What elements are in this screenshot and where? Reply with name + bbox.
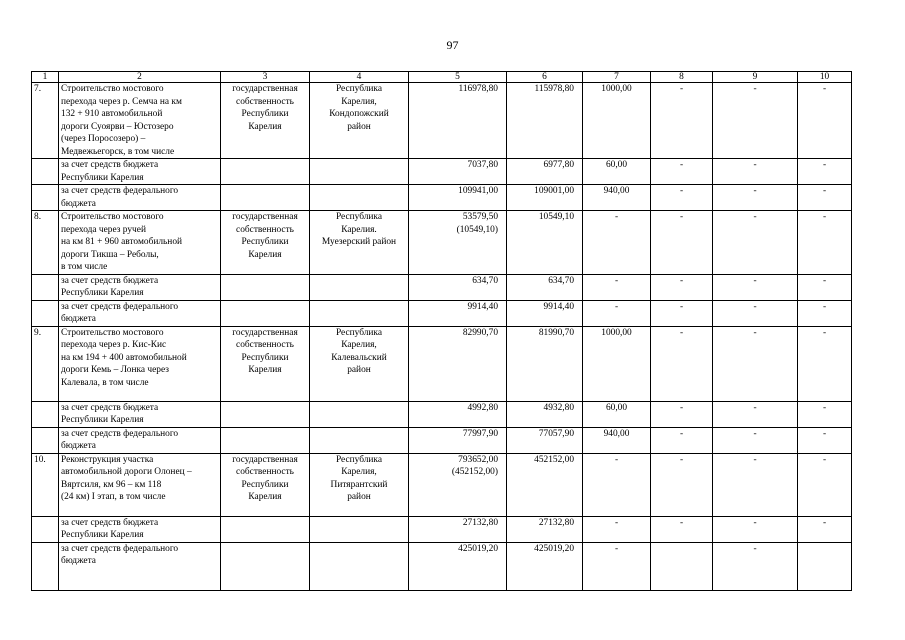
table-cell-col4: [310, 300, 409, 326]
table-row: [32, 83, 852, 159]
table-cell-col3: [221, 542, 310, 590]
table-cell-col10: [798, 542, 852, 590]
table-cell-col2: за счет средств федерального бюджета: [59, 185, 221, 211]
table-cell-col2: Строительство мостового перехода через р. Семча на км 132 + 910 автомобильной дороги Суоярви – Юстозеро (через Поросозеро) – Медвежьегорск, в том числе: [59, 83, 221, 159]
table-cell-col9: -: [713, 427, 798, 453]
table-cell-col9: -: [713, 453, 798, 516]
table-row: [32, 159, 852, 185]
table-cell-col6: 10549,10: [507, 211, 583, 275]
table-cell-col8: -: [651, 211, 713, 275]
table-cell-col8: -: [651, 83, 713, 159]
table-cell-col10: -: [798, 516, 852, 542]
table-cell-col1: [32, 159, 59, 185]
table-cell-col1: 10.: [32, 453, 59, 516]
table-cell-col6: 9914,40: [507, 300, 583, 326]
column-header: 7: [583, 72, 651, 83]
table-cell-col4: [310, 159, 409, 185]
page-number: 97: [446, 38, 459, 52]
table-cell-col1: [32, 516, 59, 542]
table-cell-col10: -: [798, 274, 852, 300]
table-cell-col2: за счет средств бюджета Республики Карелия: [59, 401, 221, 427]
table-cell-col10: -: [798, 300, 852, 326]
table-cell-col2: за счет средств федерального бюджета: [59, 300, 221, 326]
table-cell-col1: 7.: [32, 83, 59, 159]
table-cell-col9: -: [713, 326, 798, 401]
table-cell-col5: 425019,20: [409, 542, 507, 590]
table-cell-col2: Строительство мостового перехода через ручей на км 81 + 960 автомобильной дороги Тикша – Реболы, в том числе: [59, 211, 221, 275]
table-cell-col4: [310, 401, 409, 427]
table-cell-col2: Строительство мостового перехода через р. Кис-Кис на км 194 + 400 автомобильной дороги Кемь – Лонка через Калевала, в том числе: [59, 326, 221, 401]
table-cell-col3: [221, 401, 310, 427]
table-cell-col4: [310, 542, 409, 590]
table-cell-col7: -: [583, 211, 651, 275]
table-cell-col2: за счет средств федерального бюджета: [59, 542, 221, 590]
table-cell-col6: 6977,80: [507, 159, 583, 185]
table-cell-col8: [651, 542, 713, 590]
table-cell-col3: [221, 516, 310, 542]
table-cell-col9: -: [713, 516, 798, 542]
table-cell-col2: за счет средств бюджета Республики Карелия: [59, 274, 221, 300]
table-body: [32, 83, 852, 591]
table-cell-col6: 77057,90: [507, 427, 583, 453]
table-cell-col9: -: [713, 211, 798, 275]
table-cell-col3: [221, 185, 310, 211]
table-cell-col1: [32, 542, 59, 590]
table-cell-col1: [32, 185, 59, 211]
table-cell-col3: государственная собственность Республики Карелия: [221, 83, 310, 159]
table-cell-col3: государственная собственность Республики Карелия: [221, 326, 310, 401]
table-cell-col7: 60,00: [583, 401, 651, 427]
table-row: [32, 542, 852, 590]
column-header: 10: [798, 72, 852, 83]
table-cell-col10: -: [798, 427, 852, 453]
table-row: [32, 326, 852, 401]
table-cell-col4: Республика Карелия, Питярантский район: [310, 453, 409, 516]
table-row: [32, 185, 852, 211]
table-cell-col8: -: [651, 401, 713, 427]
table-cell-col4: Республика Карелия. Муезерский район: [310, 211, 409, 275]
table-cell-col1: 9.: [32, 326, 59, 401]
table-cell-col10: -: [798, 326, 852, 401]
table-cell-col5: 77997,90: [409, 427, 507, 453]
table-cell-col4: [310, 427, 409, 453]
table-cell-col5: 7037,80: [409, 159, 507, 185]
table-cell-col7: -: [583, 542, 651, 590]
table-header-row: [32, 72, 852, 83]
table-cell-col2: за счет средств федерального бюджета: [59, 427, 221, 453]
column-header: 6: [507, 72, 583, 83]
table-cell-col6: 452152,00: [507, 453, 583, 516]
column-header: 5: [409, 72, 507, 83]
table-cell-col8: -: [651, 453, 713, 516]
column-header: 9: [713, 72, 798, 83]
table-cell-col4: [310, 274, 409, 300]
table-row: [32, 401, 852, 427]
table-cell-col1: [32, 300, 59, 326]
table-cell-col5: 4992,80: [409, 401, 507, 427]
table-cell-col7: -: [583, 274, 651, 300]
table-cell-col9: -: [713, 159, 798, 185]
table-cell-col4: Республика Карелия, Кондопожский район: [310, 83, 409, 159]
table-cell-col5: 53579,50 (10549,10): [409, 211, 507, 275]
table-cell-col9: -: [713, 274, 798, 300]
table-cell-col3: [221, 159, 310, 185]
table-cell-col5: 82990,70: [409, 326, 507, 401]
table-cell-col2: Реконструкция участка автомобильной дороги Олонец – Вяртсиля, км 96 – км 118 (24 км) I этап, в том числе: [59, 453, 221, 516]
table-cell-col9: -: [713, 401, 798, 427]
table-cell-col1: [32, 427, 59, 453]
column-header: 3: [221, 72, 310, 83]
table-cell-col8: -: [651, 159, 713, 185]
table-cell-col10: -: [798, 211, 852, 275]
column-header: 1: [32, 72, 59, 83]
table-cell-col5: 116978,80: [409, 83, 507, 159]
table-cell-col5: 109941,00: [409, 185, 507, 211]
table-cell-col6: 634,70: [507, 274, 583, 300]
table-cell-col3: государственная собственность Республики Карелия: [221, 211, 310, 275]
table-cell-col10: -: [798, 401, 852, 427]
table-row: [32, 427, 852, 453]
table-cell-col7: 60,00: [583, 159, 651, 185]
column-header: 4: [310, 72, 409, 83]
table-row: [32, 274, 852, 300]
table-cell-col6: 4932,80: [507, 401, 583, 427]
column-header: 2: [59, 72, 221, 83]
table-cell-col9: -: [713, 83, 798, 159]
table-cell-col8: -: [651, 326, 713, 401]
table-cell-col8: -: [651, 516, 713, 542]
table-cell-col5: 634,70: [409, 274, 507, 300]
table-cell-col6: 27132,80: [507, 516, 583, 542]
table-cell-col3: [221, 300, 310, 326]
table-cell-col9: -: [713, 185, 798, 211]
table-cell-col7: 940,00: [583, 185, 651, 211]
table-cell-col6: 81990,70: [507, 326, 583, 401]
table-cell-col4: Республика Карелия, Калевальский район: [310, 326, 409, 401]
column-header: 8: [651, 72, 713, 83]
table-row: [32, 300, 852, 326]
table-row: [32, 516, 852, 542]
document-table: [31, 71, 852, 591]
table-cell-col6: 115978,80: [507, 83, 583, 159]
table-cell-col1: [32, 401, 59, 427]
table-cell-col5: 9914,40: [409, 300, 507, 326]
table-cell-col7: 1000,00: [583, 83, 651, 159]
table-cell-col2: за счет средств бюджета Республики Карелия: [59, 516, 221, 542]
table-cell-col7: -: [583, 453, 651, 516]
table-cell-col8: -: [651, 300, 713, 326]
table-cell-col4: [310, 185, 409, 211]
table-cell-col4: [310, 516, 409, 542]
table-cell-col10: -: [798, 185, 852, 211]
table-cell-col8: -: [651, 185, 713, 211]
table-cell-col9: -: [713, 300, 798, 326]
table-cell-col10: -: [798, 83, 852, 159]
table-cell-col2: за счет средств бюджета Республики Карелия: [59, 159, 221, 185]
table-cell-col6: 109001,00: [507, 185, 583, 211]
table-cell-col7: -: [583, 300, 651, 326]
table-cell-col8: -: [651, 427, 713, 453]
table-cell-col10: -: [798, 453, 852, 516]
table-cell-col5: 27132,80: [409, 516, 507, 542]
table-cell-col3: [221, 427, 310, 453]
table-cell-col5: 793652,00 (452152,00): [409, 453, 507, 516]
table-cell-col9: -: [713, 542, 798, 590]
table-cell-col7: -: [583, 516, 651, 542]
table-cell-col3: государственная собственность Республики Карелия: [221, 453, 310, 516]
table-cell-col1: [32, 274, 59, 300]
table-cell-col7: 1000,00: [583, 326, 651, 401]
table-cell-col1: 8.: [32, 211, 59, 275]
table-cell-col3: [221, 274, 310, 300]
table-row: [32, 211, 852, 275]
table-cell-col6: 425019,20: [507, 542, 583, 590]
table-cell-col8: -: [651, 274, 713, 300]
table-cell-col7: 940,00: [583, 427, 651, 453]
table-cell-col10: -: [798, 159, 852, 185]
table-row: [32, 453, 852, 516]
